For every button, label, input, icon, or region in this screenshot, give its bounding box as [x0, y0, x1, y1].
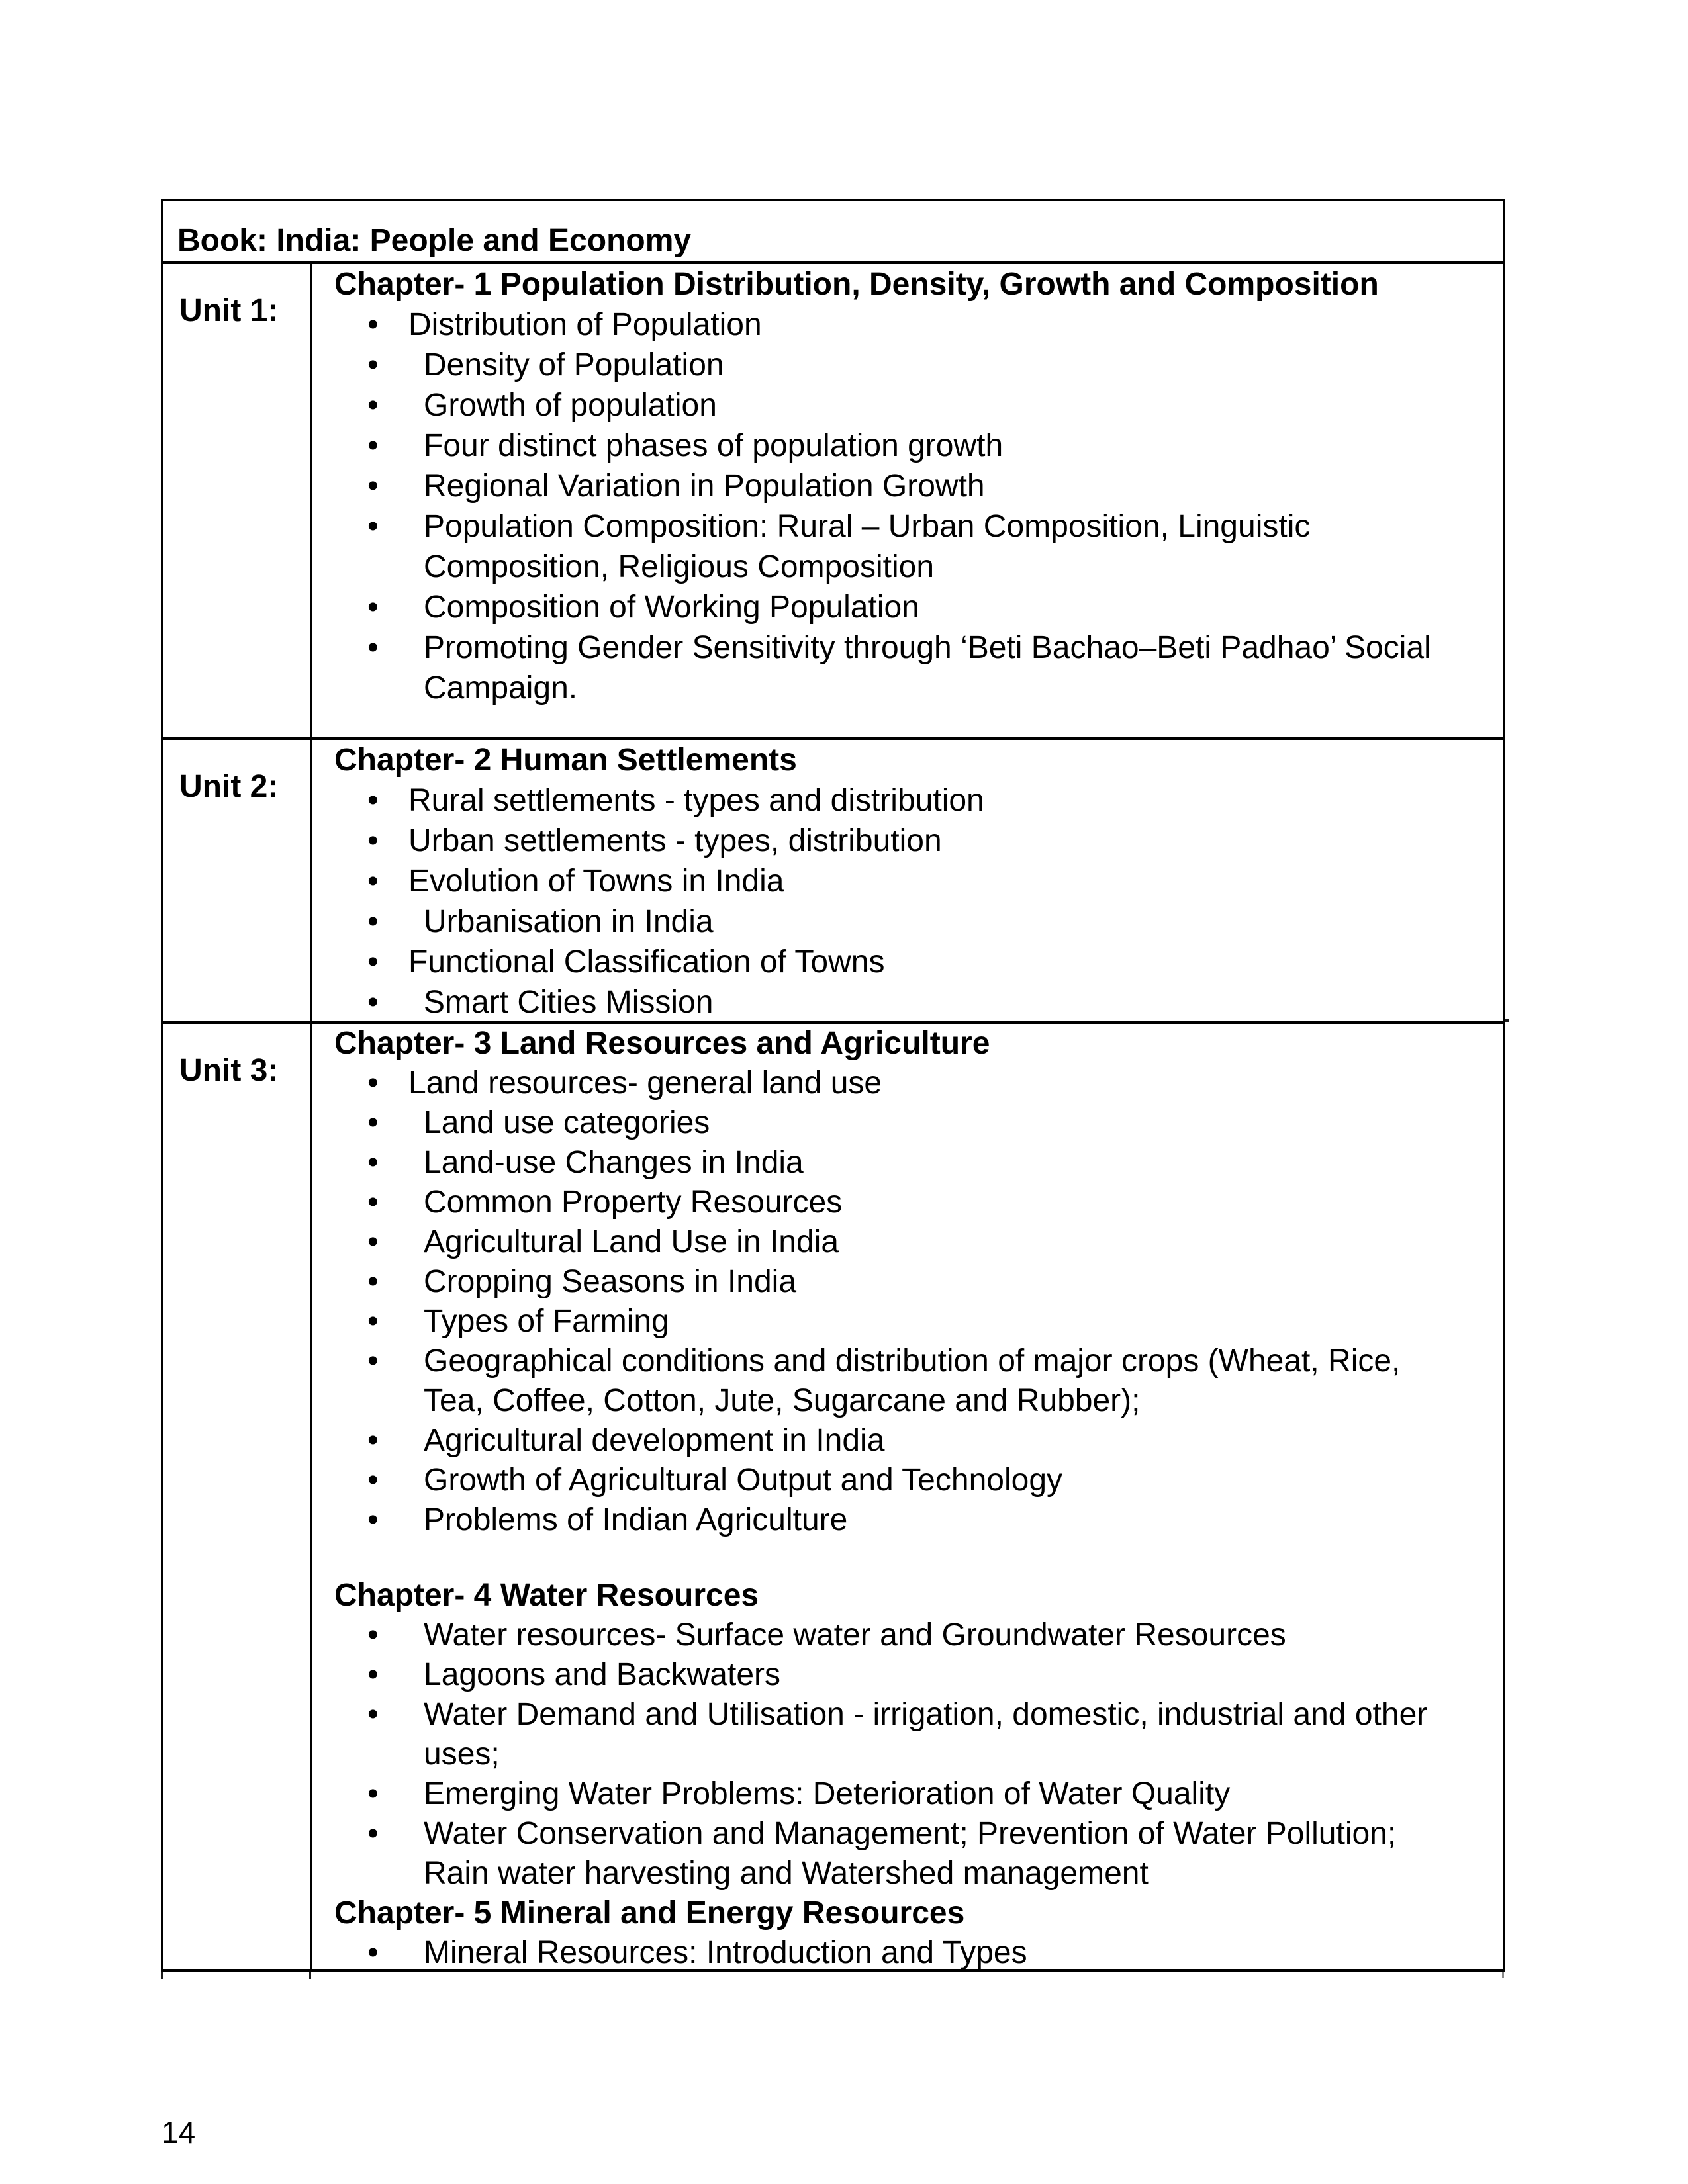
list-item — [312, 982, 1503, 1021]
bullet-icon: • — [367, 1343, 379, 1379]
table-border-artifact — [1505, 1019, 1509, 1022]
bullet-icon: • — [367, 1304, 379, 1339]
unit-3-label: Unit 3: — [179, 1053, 279, 1088]
list-item — [312, 587, 1503, 627]
bullet-icon: • — [367, 1816, 379, 1851]
bullet-icon: • — [367, 904, 379, 939]
list-item-line: Water Conservation and Management; Prevention of Water Pollution; — [424, 1816, 1397, 1851]
list-item — [312, 1262, 1503, 1302]
bullet-icon: • — [367, 428, 379, 463]
list-item-line: Common Property Resources — [424, 1185, 843, 1220]
list-item-line: Smart Cities Mission — [424, 985, 714, 1020]
chapter-heading: Chapter- 3 Land Resources and Agriculture — [334, 1026, 990, 1061]
unit-2-content — [310, 740, 1503, 1021]
list-item-line: Growth of population — [424, 388, 717, 423]
bullet-icon: • — [367, 1105, 379, 1140]
list-item — [312, 506, 1503, 587]
chapter-heading: Chapter- 4 Water Resources — [334, 1578, 759, 1613]
bullet-icon: • — [367, 1224, 379, 1259]
bullet-icon: • — [367, 1697, 379, 1732]
list-item — [312, 466, 1503, 506]
chapter-heading: Chapter- 1 Population Distribution, Density, Growth and Composition — [334, 267, 1379, 302]
list-item — [312, 304, 1503, 345]
list-item — [312, 942, 1503, 982]
list-item-line: Composition of Working Population — [424, 590, 919, 625]
list-item-line: Density of Population — [424, 347, 724, 383]
list-item — [312, 1302, 1503, 1342]
list-item-line: Cropping Seasons in India — [424, 1264, 797, 1299]
list-item — [312, 1103, 1503, 1143]
table-row — [163, 737, 1503, 1021]
bullet-icon: • — [367, 1935, 379, 1969]
list-item — [312, 901, 1503, 942]
list-item-line: Functional Classification of Towns — [408, 944, 885, 979]
bullet-icon: • — [367, 985, 379, 1020]
unit-1-content — [310, 264, 1503, 737]
list-item-line: Evolution of Towns in India — [408, 864, 784, 899]
list-item — [312, 1933, 1503, 1969]
list-item — [312, 627, 1503, 708]
list-item-line: Types of Farming — [424, 1304, 669, 1339]
bullet-icon: • — [367, 1776, 379, 1811]
table-border-artifact — [1502, 1972, 1504, 1978]
list-item-line: Tea, Coffee, Cotton, Jute, Sugarcane and Rubber); — [424, 1383, 1141, 1418]
list-item — [312, 1143, 1503, 1183]
chapter-heading: Chapter- 5 Mineral and Energy Resources — [334, 1895, 965, 1931]
bullet-icon: • — [367, 509, 379, 544]
list-item-line: Urbanisation in India — [424, 904, 714, 939]
table-row — [163, 1021, 1503, 1969]
table-header-row — [163, 201, 1503, 261]
list-item — [312, 1064, 1503, 1103]
list-item — [312, 1461, 1503, 1500]
list-item-line: Geographical conditions and distribution of major crops (Wheat, Rice, — [424, 1343, 1401, 1379]
table-row — [163, 261, 1503, 737]
list-item-line: uses; — [424, 1737, 500, 1772]
list-item-line: Water resources- Surface water and Groundwater Resources — [424, 1617, 1286, 1653]
bullet-icon: • — [367, 1066, 379, 1101]
list-item-line: Lagoons and Backwaters — [424, 1657, 781, 1692]
bullet-icon: • — [367, 1264, 379, 1299]
list-item-line: Agricultural development in India — [424, 1423, 885, 1458]
syllabus-table — [161, 199, 1505, 1972]
list-item-line: Urban settlements - types, distribution — [408, 823, 942, 858]
list-item-line: Emerging Water Problems: Deterioration of Water Quality — [424, 1776, 1231, 1811]
list-item-line: Regional Variation in Population Growth — [424, 469, 985, 504]
list-item-line: Promoting Gender Sensitivity through ‘Beti Bachao–Beti Padhao’ Social — [424, 630, 1431, 665]
bullet-icon: • — [367, 469, 379, 504]
bullet-icon: • — [367, 1185, 379, 1220]
chapter-heading: Chapter- 2 Human Settlements — [334, 743, 797, 778]
list-item — [312, 1500, 1503, 1540]
list-item-line: Composition, Religious Composition — [424, 549, 935, 584]
list-item — [312, 1183, 1503, 1222]
bullet-icon: • — [367, 630, 379, 665]
bullet-icon: • — [367, 1423, 379, 1458]
list-item-line: Rain water harvesting and Watershed management — [424, 1856, 1149, 1891]
list-item — [312, 1655, 1503, 1695]
list-item-line: Population Composition: Rural – Urban Composition, Linguistic — [424, 509, 1311, 544]
list-item — [312, 345, 1503, 385]
list-item — [312, 1342, 1503, 1421]
bullet-icon: • — [367, 1617, 379, 1653]
bullet-icon: • — [367, 1463, 379, 1498]
list-item — [312, 1695, 1503, 1774]
page-number: 14 — [162, 2115, 196, 2150]
bullet-icon: • — [367, 783, 379, 818]
list-item — [312, 821, 1503, 861]
list-item — [312, 861, 1503, 901]
list-item-line: Land-use Changes in India — [424, 1145, 804, 1180]
table-border-artifact — [161, 1972, 163, 1979]
list-item-line: Rural settlements - types and distribution — [408, 783, 984, 818]
table-border-artifact — [309, 1972, 311, 1979]
bullet-icon: • — [367, 307, 379, 342]
unit-2-label: Unit 2: — [179, 769, 279, 804]
list-item — [312, 426, 1503, 466]
list-item-line: Agricultural Land Use in India — [424, 1224, 839, 1259]
list-item — [312, 1814, 1503, 1893]
list-item-line: Land resources- general land use — [408, 1066, 882, 1101]
unit-3-content — [310, 1024, 1503, 1969]
bullet-icon: • — [367, 1145, 379, 1180]
list-item — [312, 385, 1503, 426]
bullet-icon: • — [367, 1502, 379, 1537]
bullet-icon: • — [367, 823, 379, 858]
list-item — [312, 780, 1503, 821]
bullet-icon: • — [367, 388, 379, 423]
unit-1-label: Unit 1: — [179, 293, 279, 328]
bullet-icon: • — [367, 864, 379, 899]
list-item — [312, 1615, 1503, 1655]
list-item-line: Water Demand and Utilisation - irrigation, domestic, industrial and other — [424, 1697, 1428, 1732]
bullet-icon: • — [367, 944, 379, 979]
bullet-icon: • — [367, 347, 379, 383]
list-item — [312, 1222, 1503, 1262]
bullet-icon: • — [367, 1657, 379, 1692]
list-item-line: Problems of Indian Agriculture — [424, 1502, 848, 1537]
list-item-line: Four distinct phases of population growth — [424, 428, 1004, 463]
list-item-line: Campaign. — [424, 670, 578, 705]
book-title: Book: India: People and Economy — [177, 223, 692, 258]
list-item — [312, 1774, 1503, 1814]
list-item-line: Growth of Agricultural Output and Technology — [424, 1463, 1063, 1498]
list-item-line: Land use categories — [424, 1105, 710, 1140]
bullet-icon: • — [367, 590, 379, 625]
list-item — [312, 1421, 1503, 1461]
list-item-line: Mineral Resources: Introduction and Types — [424, 1935, 1027, 1969]
list-item-line: Distribution of Population — [408, 307, 762, 342]
